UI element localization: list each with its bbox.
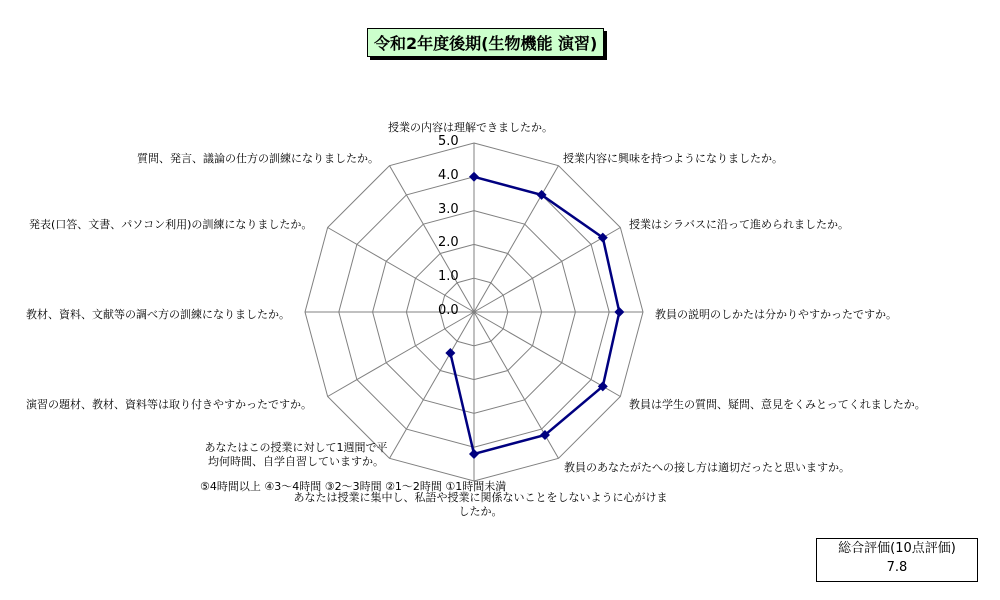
- score-value: 7.8: [886, 560, 908, 575]
- tick-label: 4.0: [438, 167, 459, 183]
- axis-label-0: 授業の内容は理解できましたか。: [388, 121, 553, 134]
- axis-label-2: 授業はシラバスに沿って進められましたか。: [629, 218, 849, 231]
- axis-spoke-11: [390, 166, 475, 312]
- axis-spoke-7: [390, 312, 475, 458]
- axis-label-4: 教員は学生の質問、疑問、意見をくみとってくれましたか。: [629, 398, 926, 411]
- axis-label-11: 発表(口答、文書、パソコン利用)の訓練になりましたか。: [29, 218, 313, 231]
- data-point-6: [469, 449, 479, 459]
- tick-label: 0.0: [438, 303, 459, 318]
- data-point-7: [445, 348, 455, 358]
- axis-label-5: 教員のあなたがたへの接し方は適切だったと思いますか。: [564, 461, 850, 474]
- axis-label-12: 質問、発言、議論の仕方の訓練になりましたか。: [137, 152, 379, 165]
- axis-label-8: ⑤4時間以上 ④3～4時間 ③2～3時間 ②1～2時間 ①1時間未満: [200, 480, 507, 493]
- score-box: [816, 538, 978, 582]
- data-point-0: [469, 172, 479, 182]
- tick-label: 3.0: [438, 201, 459, 217]
- axis-label-6: あなたは授業に集中し、私語や授業に関係ないことをしないように心がけましたか。: [293, 491, 668, 518]
- axis-label-7: あなたはこの授業に対して1週間で平均何時間、自学自習していますか。: [204, 441, 388, 468]
- tick-label: 2.0: [438, 235, 459, 251]
- axis-label-1: 授業内容に興味を持つようになりましたか。: [563, 152, 783, 165]
- tick-label: 5.0: [438, 134, 459, 149]
- axis-label-10: 教材、資料、文献等の調べ方の訓練になりましたか。: [26, 308, 290, 321]
- axis-spoke-4: [474, 312, 620, 397]
- score-label: 総合評価(10点評価): [838, 541, 956, 556]
- axis-spoke-2: [474, 228, 620, 313]
- chart-title: 令和2年度後期(生物機能 演習): [367, 28, 604, 57]
- axis-label-9: 演習の題材、教材、資料等は取り付きやすかったですか。: [26, 398, 312, 411]
- data-point-3: [614, 307, 624, 317]
- axis-label-3: 教員の説明のしかたは分かりやすかったですか。: [655, 308, 897, 321]
- tick-label: 1.0: [438, 269, 459, 285]
